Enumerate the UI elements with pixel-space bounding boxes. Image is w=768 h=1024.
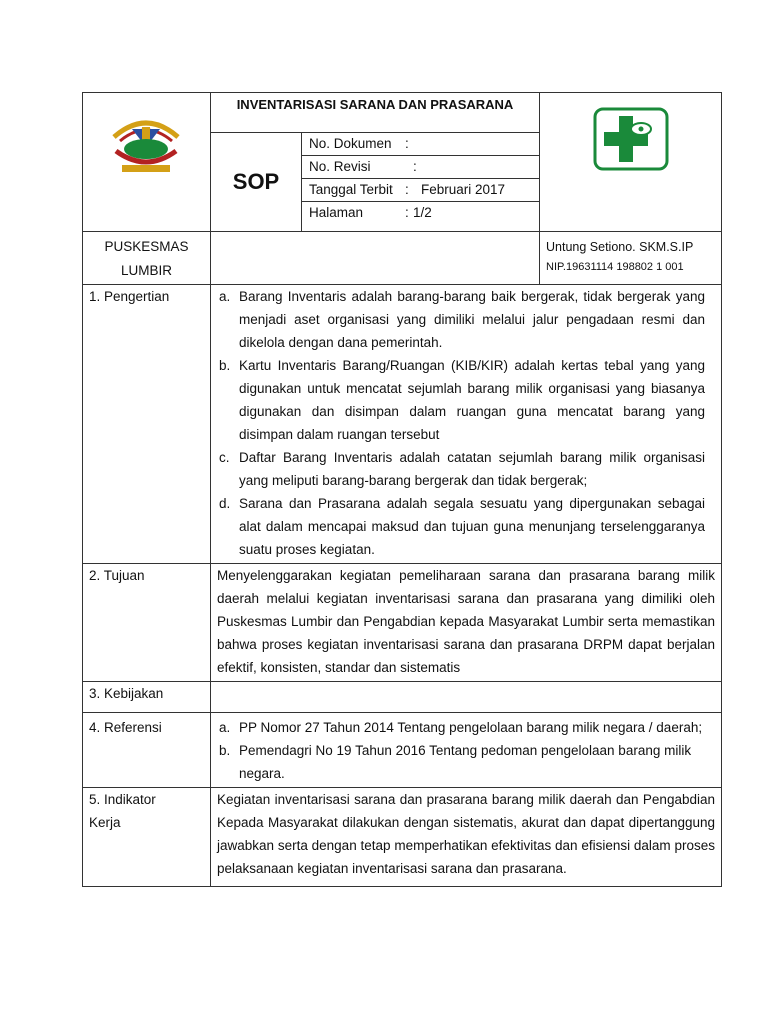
institution-name: PUSKESMAS LUMBIR	[82, 231, 211, 285]
section-indikator-kerja	[82, 787, 722, 887]
signer-block	[539, 231, 722, 285]
section-label: 1. Pengertian	[82, 284, 211, 564]
section-label: 2. Tujuan	[82, 563, 211, 682]
meta-value: 1/2	[413, 205, 432, 220]
list-marker: d.	[219, 496, 231, 511]
regency-emblem-cell	[82, 92, 211, 232]
section-kebijakan	[82, 681, 722, 713]
section-content	[210, 681, 722, 713]
puskesmas-logo-cell	[539, 92, 722, 232]
meta-row-tanggal-terbit	[301, 178, 540, 202]
list-text: Pemendagri No 19 Tahun 2016 Tentang pedoman pengelolaan barang milik negara.	[239, 743, 692, 781]
section-content: Menyelenggarakan kegiatan pemeliharaan sarana dan prasarana barang milik daerah melalui kegiatan inventarisasi sarana dan prasarana yang dimiliki oleh Puskesmas Lumbir dan Pengabdian kepada Masyarakat Lumbir serta memastikan bahwa proses kegiatan inventarisasi sarana dan prasarana DRPM dapat berjalan efektif, konsisten, standar dan sistematis	[210, 563, 722, 682]
meta-sep: :	[413, 159, 417, 174]
meta-label: No. Dokumen	[309, 136, 392, 151]
section-label: 3. Kebijakan	[82, 681, 211, 713]
meta-sep: :	[405, 182, 409, 197]
signer-nip: NIP.19631114 198802 1 001	[546, 261, 684, 273]
list-item	[219, 716, 705, 739]
document-title: INVENTARISASI SARANA DAN PRASARANA	[210, 92, 540, 133]
sop-label: SOP	[210, 132, 302, 232]
list-text: Barang Inventaris adalah barang-barang baik bergerak, tidak bergerak yang menjadi aset organisasi yang dimiliki melalui jalur pengadaan resmi dan dikelola dengan dana pemerintah.	[239, 289, 705, 350]
meta-value: Februari 2017	[421, 182, 506, 197]
sop-document	[82, 92, 722, 887]
meta-label: Halaman	[309, 205, 364, 220]
puskesmas-logo-icon	[593, 107, 669, 171]
list-item	[219, 446, 705, 492]
list-text: Kartu Inventaris Barang/Ruangan (KIB/KIR) adalah kertas tebal yang yang digunakan untuk mencatat sejumlah barang milik organisasi yang biasanya digunakan dan disimpan dalam ruangan guna mencatat barang yang disimpan dalam ruangan tersebut	[239, 358, 705, 442]
list-item	[219, 285, 705, 354]
list-text: Daftar Barang Inventaris adalah catatan sejumlah barang milik organisasi yang meliputi barang-barang bergerak dan tidak bergerak;	[239, 450, 705, 488]
sop-header	[82, 92, 722, 232]
section-pengertian	[82, 284, 722, 564]
regency-emblem-icon	[106, 107, 186, 177]
list-marker: a.	[219, 289, 231, 304]
meta-row-no-dokumen	[301, 132, 540, 156]
signer-name: Untung Setiono. SKM.S.IP	[546, 240, 694, 254]
section-content: Kegiatan inventarisasi sarana dan prasarana barang milik daerah dan Pengabdian Kepada Masyarakat dilakukan dengan sistematis, akurat dan dapat dipertanggung jawabkan serta dengan tetap memperhatikan efektivitas dan efisiensi dalam proses pelaksanaan kegiatan inventarisasi sarana dan prasarana.	[210, 787, 722, 887]
meta-sep: :	[405, 136, 409, 151]
list-item	[219, 739, 705, 785]
list-text: PP Nomor 27 Tahun 2014 Tentang pengelolaan barang milik negara / daerah;	[239, 720, 703, 735]
identity-row	[82, 231, 722, 285]
section-tujuan	[82, 563, 722, 682]
meta-row-no-revisi	[301, 155, 540, 179]
meta-row-halaman	[301, 201, 540, 232]
section-content	[210, 712, 722, 788]
section-content	[210, 284, 722, 564]
list-marker: a.	[219, 720, 231, 735]
list-item	[219, 492, 705, 561]
list-marker: b.	[219, 743, 231, 758]
section-label: 5. Indikator Kerja	[82, 787, 211, 887]
list-text: Sarana dan Prasarana adalah segala sesuatu yang dipergunakan sebagai alat dalam mencapai maksud dan tujuan guna menunjang terselenggaranya suatu proses kegiatan.	[239, 496, 705, 557]
section-label: 4. Referensi	[82, 712, 211, 788]
meta-label: No. Revisi	[309, 159, 371, 174]
meta-label: Tanggal Terbit	[309, 182, 393, 197]
list-marker: c.	[219, 450, 230, 465]
section-referensi	[82, 712, 722, 788]
meta-sep: :	[405, 205, 409, 220]
list-marker: b.	[219, 358, 231, 373]
list-item	[219, 354, 705, 446]
identity-blank-cell	[210, 231, 540, 285]
